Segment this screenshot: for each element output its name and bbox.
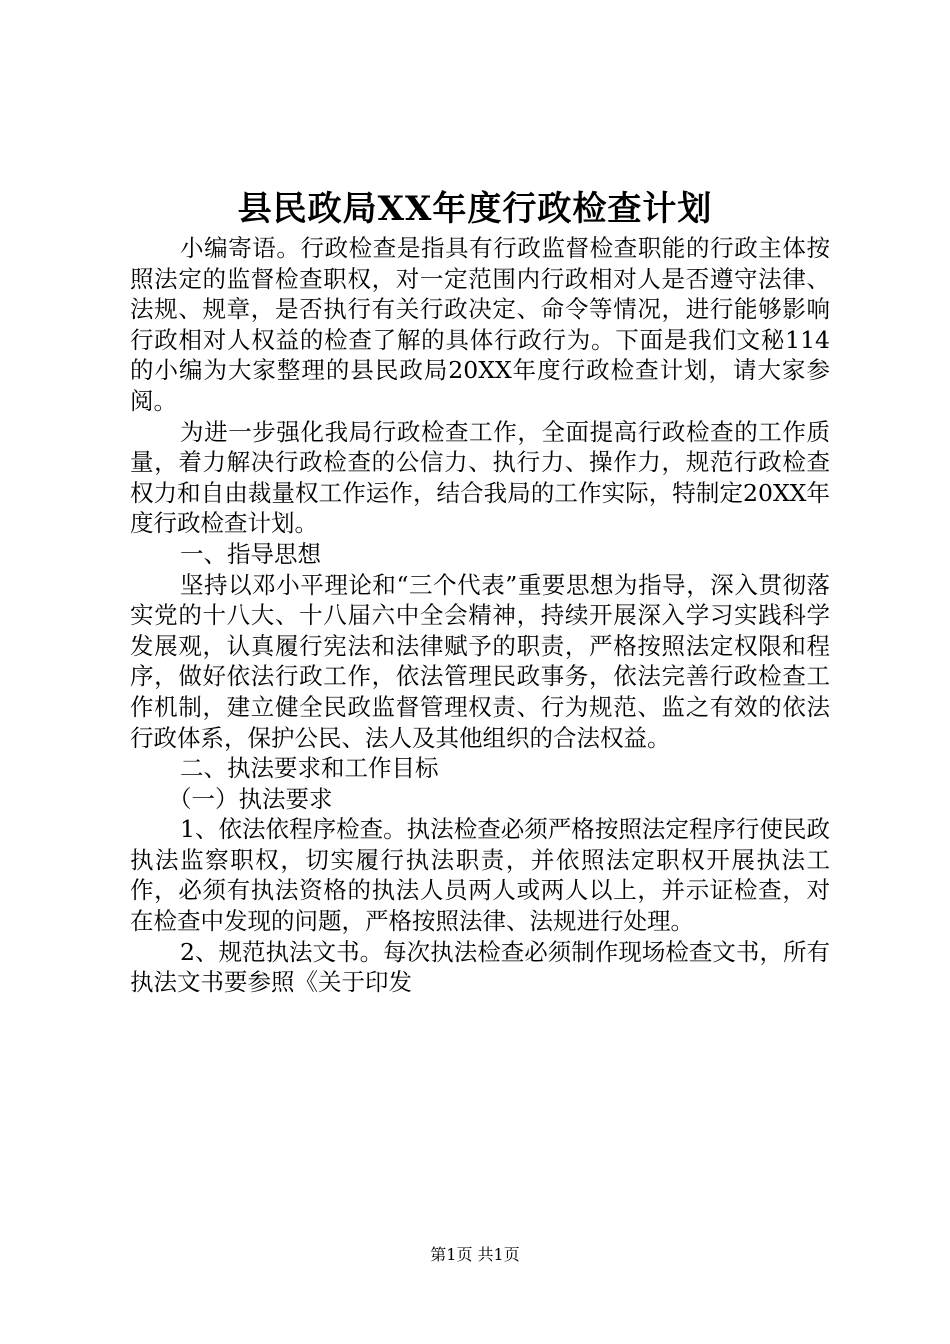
paragraph-item-2: 2、规范执法文书。每次执法检查必须制作现场检查文书，所有执法文书要参照《关于印发 (130, 937, 830, 997)
document-body (130, 233, 830, 998)
paragraph-item-1: 1、依法依程序检查。执法检查必须严格按照法定程序行使民政执法监察职权，切实履行执法职责，并依照法定职权开展执法工作，必须有执法资格的执法人员两人或两人以上，并示证检查，对在检查中发现的问题，严格按照法律、法规进行处理。 (130, 815, 830, 936)
paragraph-guiding-thought: 坚持以邓小平理论和“三个代表”重要思想为指导，深入贯彻落实党的十八大、十八届六中全会精神，持续开展深入学习实践科学发展观，认真履行宪法和法律赋予的职责，严格按照法定权限和程序，做好依法行政工作，依法管理民政事务，依法完善行政检查工作机制，建立健全民政监督管理权责、行为规范、监之有效的依法行政体系，保护公民、法人及其他组织的合法权益。 (130, 570, 830, 752)
section-heading-guiding-thought: 一、指导思想 (180, 539, 321, 568)
section-heading-requirements-goals: 二、执法要求和工作目标 (180, 754, 439, 783)
subsection-heading-enforcement-requirements: （一）执法要求 (168, 784, 333, 813)
page-footer: 第1页 共1页 (430, 1245, 520, 1264)
document-title: 县民政局XX年度行政检查计划 (237, 189, 713, 229)
paragraph-intro: 小编寄语。行政检查是指具有行政监督检查职能的行政主体按照法定的监督检查职权，对一定范围内行政相对人是否遵守法律、法规、规章，是否执行有关行政决定、命令等情况，进行能够影响行政相对人权益的检查了解的具体行政行为。下面是我们文秘114的小编为大家整理的县民政局20XX年度行政检查计划，请大家参阅。 (130, 234, 830, 415)
paragraph-purpose: 为进一步强化我局行政检查工作，全面提高行政检查的工作质量，着力解决行政检查的公信力、执行力、操作力，规范行政检查权力和自由裁量权工作运作，结合我局的工作实际，特制定20XX年度行政检查计划。 (130, 417, 830, 538)
